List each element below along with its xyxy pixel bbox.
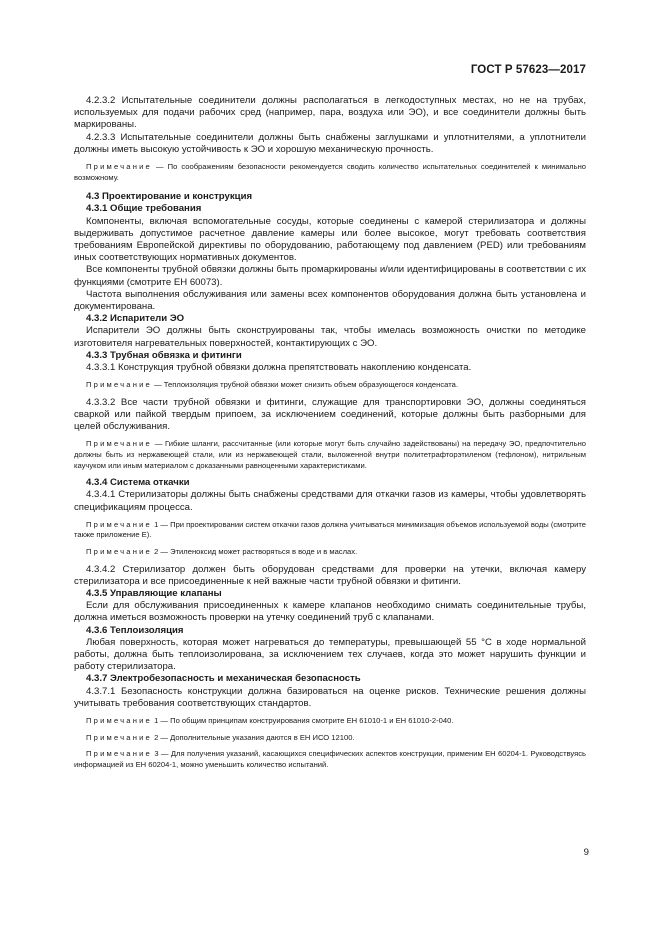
heading-4-3-1: 4.3.1 Общие требования bbox=[86, 203, 202, 215]
paragraph-4-3-4-2: 4.3.4.2 Стерилизатор должен быть оборудован средствами для проверки на утечки, включая камеру стерилизатора и все присоединенные к ней важные части трубной обвязки и фитинги. bbox=[74, 563, 586, 587]
note-number: 3 bbox=[151, 749, 159, 759]
note-label: Примечание bbox=[86, 162, 152, 172]
note-text: — Дополнительные указания даются в ЕН ИСО 12100. bbox=[158, 732, 355, 742]
note-text: — Теплоизоляция трубной обвязки может снизить объем образующегося конденсата. bbox=[151, 380, 458, 390]
heading-4-3-6: 4.3.6 Теплоизоляция bbox=[86, 624, 184, 636]
note-number: 2 bbox=[151, 547, 159, 557]
paragraph-4-3-7-1: 4.3.7.1 Безопасность конструкции должна базироваться на оценке рисков. Технические решения должны учитывать требования соответствующих стандартов. bbox=[74, 685, 586, 709]
note-text: — При проектировании систем откачки газов должна учитываться минимизация объемов используемой воды (смотрите также приложение Е). bbox=[74, 519, 587, 540]
note-label: Примечание bbox=[86, 716, 152, 726]
heading-4-3: 4.3 Проектирование и конструкция bbox=[86, 191, 253, 203]
paragraph-4-3-3-2: 4.3.3.2 Все части трубной обвязки и фитинги, служащие для транспортировки ЭО, должны соединяться сваркой или пайкой твердым припоем, за исключением соединений, которые должны быть разборными для целей обслуживания. bbox=[74, 396, 586, 433]
note-text: — По соображениям безопасности рекомендуется сводить количество испытательных соединителей к минимально возможному. bbox=[74, 162, 586, 182]
heading-4-3-3: 4.3.3 Трубная обвязка и фитинги bbox=[86, 349, 242, 361]
paragraph-4-2-3-3: 4.2.3.3 Испытательные соединители должны быть снабжены заглушками и уплотнителями, а уплотнители должны иметь высокую устойчивость к ЭО и хорошую механическую прочность. bbox=[74, 131, 586, 155]
paragraph-4-3-5: Если для обслуживания присоединенных к камере клапанов необходимо снимать соединительные трубы, должна иметься возможность проверки на утечку соединений труб с клапанами. bbox=[74, 600, 586, 624]
paragraph-4-3-6: Любая поверхность, которая может нагреваться до температуры, превышающей 55 °С в ходе нормальной работы, должна быть теплоизолирована, за исключением тех случаев, когда это может нарушить функции и работу стерилизатора. bbox=[74, 636, 586, 673]
paragraph-4-3-1-c: Частота выполнения обслуживания или замены всех компонентов оборудования должна быть установлена и документирована. bbox=[74, 288, 586, 313]
note-safety-2 bbox=[74, 733, 586, 744]
note-number: 1 bbox=[151, 716, 159, 726]
paragraph-4-3-2: Испарители ЭО должны быть сконструированы так, чтобы имелась возможность очистки по методике изготовителя нагревательных поверхностей, контактирующих с ЭО. bbox=[74, 325, 586, 349]
note-evacuation-1 bbox=[74, 520, 586, 541]
note-label: Примечание bbox=[86, 380, 152, 390]
paragraph-4-3-4-1: 4.3.4.1 Стерилизаторы должны быть снабжены средствами для откачки газов из камеры, чтобы удовлетворять спецификациям процесса. bbox=[74, 489, 586, 513]
note-label: Примечание bbox=[86, 519, 152, 529]
paragraph-4-2-3-2: 4.2.3.2 Испытательные соединители должны располагаться в легкодоступных местах, но не на трубах, используемых для подачи рабочих сред (например, пара, воздуха или ЭО), и все соединители должны быть маркированы. bbox=[74, 95, 586, 131]
note-text: — По общим принципам конструирования смотрите ЕН 61010-1 и ЕН 61010-2-040. bbox=[158, 716, 454, 726]
note-text: — Этиленоксид может растворяться в воде и в маслах. bbox=[158, 547, 358, 557]
paragraph-4-3-3-1: 4.3.3.1 Конструкция трубной обвязки должна препятствовать накоплению конденсата. bbox=[86, 362, 472, 374]
paragraph-4-3-1-a: Компоненты, включая вспомогательные сосуды, которые соединены с камерой стерилизатора и должны выдерживать допустимое расчетное давление камеры или более высокое, могут требовать соответствия требованиям Европейской директивы по оборудованию, работающему под давлением (PED) или требованиям иных соответствующих нормативных документов. bbox=[74, 215, 586, 264]
note-text: — Гибкие шланги, рассчитанные (или которые могут быть случайно задействованы) на передачу ЭО, предпочтительно должны быть из нержавеющей стали, или из нержавеющей стали, выложенной внутри политетрафторэтиленом (тефлоном), нитрильным каучуком или иным материалом с доказанными равноценными характеристиками. bbox=[74, 439, 586, 470]
note-label: Примечание bbox=[86, 732, 152, 742]
note-text: — Для получения указаний, касающихся специфических аспектов конструкции, применим ЕН 60204-1. Руководствуясь информацией из ЕН 60204-1, можно уменьшить количество испытаний. bbox=[74, 749, 586, 769]
note-safety-1 bbox=[74, 716, 586, 727]
note-flexible-hoses bbox=[74, 439, 586, 471]
note-safety-3 bbox=[74, 749, 586, 770]
note-number: 2 bbox=[151, 732, 159, 742]
page-content bbox=[74, 95, 586, 776]
page-number: 9 bbox=[583, 847, 589, 858]
note-test-connectors bbox=[74, 162, 586, 183]
note-evacuation-2 bbox=[74, 547, 586, 558]
heading-4-3-5: 4.3.5 Управляющие клапаны bbox=[86, 588, 222, 600]
heading-4-3-7: 4.3.7 Электробезопасность и механическая безопасность bbox=[86, 673, 361, 685]
note-insulation bbox=[74, 380, 586, 391]
note-label: Примечание bbox=[86, 749, 152, 759]
note-label: Примечание bbox=[86, 439, 152, 449]
paragraph-4-3-1-b: Все компоненты трубной обвязки должны быть промаркированы и/или идентифицированы в соответствии с их функциями (смотрите ЕН 60073). bbox=[74, 264, 586, 288]
note-number: 1 bbox=[151, 519, 159, 529]
standard-header: ГОСТ Р 57623—2017 bbox=[470, 64, 586, 76]
note-label: Примечание bbox=[86, 547, 152, 557]
heading-4-3-2: 4.3.2 Испарители ЭО bbox=[86, 313, 185, 325]
heading-4-3-4: 4.3.4 Система откачки bbox=[86, 477, 190, 489]
